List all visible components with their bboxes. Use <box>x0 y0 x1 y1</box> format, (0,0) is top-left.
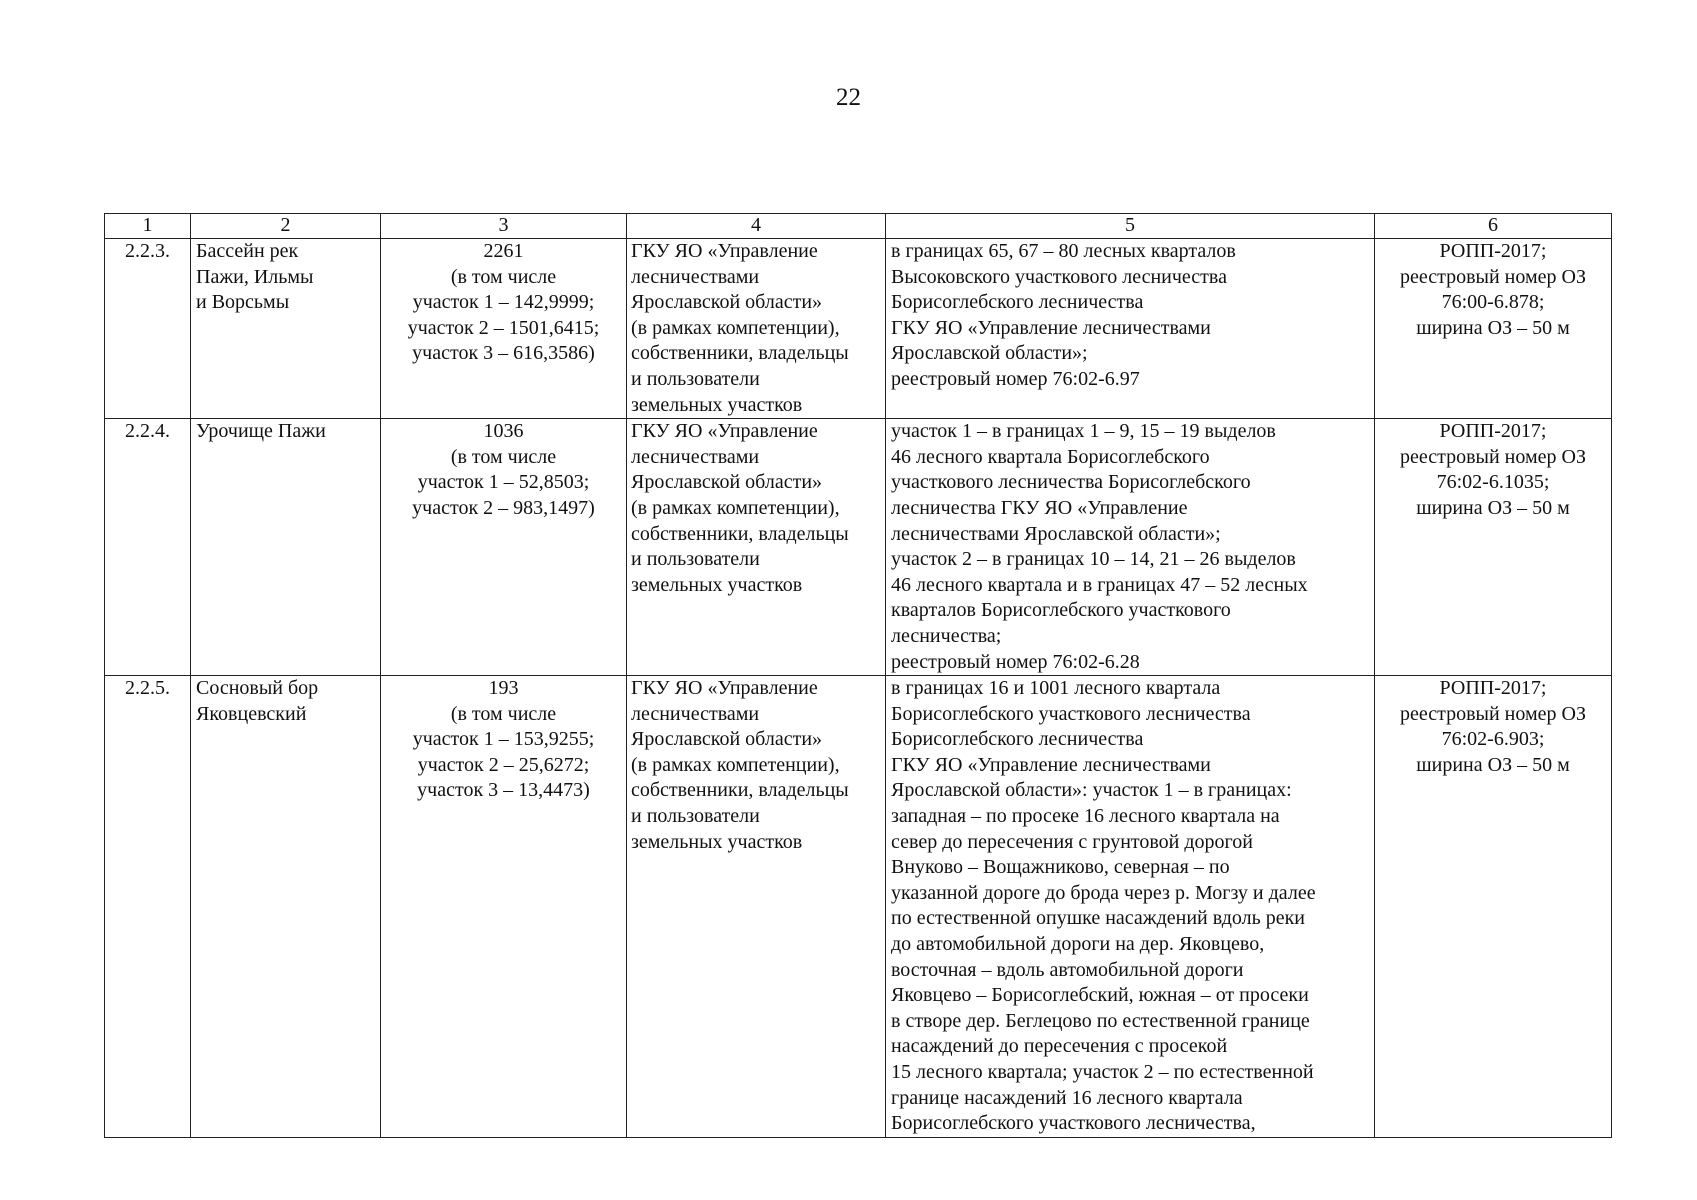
text-line: ГКУ ЯО «Управление лесничествами <box>891 753 1211 776</box>
object-name-cell <box>191 676 381 1138</box>
text-line: западная – по просеке 16 лесного квартала на <box>891 805 1280 828</box>
text-line: участок 2 – в границах 10 – 14, 21 – 26 выделов <box>891 548 1296 571</box>
text-line: ширина ОЗ – 50 м <box>1416 496 1570 519</box>
boundary-description-cell <box>886 419 1375 676</box>
text-line: РОПП-2017; <box>1439 420 1547 443</box>
text-line: собственники, владельцы <box>631 779 849 802</box>
text-line: Урочище Пажи <box>196 420 326 443</box>
text-line: РОПП-2017; <box>1439 677 1547 700</box>
text-line: Ярославской области»; <box>891 342 1088 365</box>
document-cell <box>1375 419 1612 676</box>
document-cell <box>1375 239 1612 419</box>
text-line: и пользователи <box>631 548 760 571</box>
header-cell-6: 6 <box>1375 214 1612 239</box>
text-line: реестровый номер 76:02-6.97 <box>891 367 1140 390</box>
text-line: участок 3 – 13,4473) <box>417 779 590 802</box>
header-cell-1: 1 <box>105 214 191 239</box>
text-line: 76:02-6.903; <box>1441 728 1545 751</box>
text-line: ГКУ ЯО «Управление лесничествами <box>891 316 1211 339</box>
text-line: в границах 65, 67 – 80 лесных кварталов <box>891 240 1236 262</box>
text-line: участкового лесничества Борисоглебского <box>891 471 1251 494</box>
text-line: ГКУ ЯО «Управление <box>631 420 818 443</box>
object-name-cell <box>191 419 381 676</box>
text-line: лесничествами <box>631 265 760 288</box>
text-line: (в том числе <box>450 265 557 288</box>
responsible-org-cell <box>627 419 886 676</box>
text-line: насаждений до пересечения с просекой <box>891 1035 1228 1058</box>
text-line: РОПП-2017; <box>1439 240 1547 262</box>
responsible-org-cell <box>627 239 886 419</box>
text-line: (в рамках компетенции), <box>631 753 840 776</box>
text-line: земельных участков <box>631 393 803 416</box>
text-line: 193 <box>488 677 519 700</box>
text-line: участок 1 – 153,9255; <box>412 728 595 751</box>
text-line: север до пересечения с грунтовой дорогой <box>891 830 1253 853</box>
text-line: и Ворсьмы <box>196 291 290 314</box>
text-line: 2261 <box>483 240 524 262</box>
text-line: собственники, владельцы <box>631 342 849 365</box>
text-line: ширина ОЗ – 50 м <box>1416 753 1570 776</box>
document-cell <box>1375 676 1612 1138</box>
header-row <box>105 214 1612 239</box>
text-line: Ярославской области»: участок 1 – в границах: <box>891 779 1292 802</box>
text-line: земельных участков <box>631 830 803 853</box>
text-line: лесничествами Ярославской области»; <box>891 522 1221 545</box>
text-line: реестровый номер ОЗ <box>1399 702 1586 725</box>
text-line: (в том числе <box>450 702 557 725</box>
text-line: 46 лесного квартала Борисоглебского <box>891 445 1210 468</box>
text-line: ГКУ ЯО «Управление <box>631 240 818 262</box>
header-cell-4: 4 <box>627 214 886 239</box>
table-row <box>105 419 1612 676</box>
text-line: Борисоглебского участкового лесничества, <box>891 1112 1256 1135</box>
boundary-description-cell <box>886 676 1375 1138</box>
row-number-cell: 2.2.3. <box>105 239 191 419</box>
text-line: земельных участков <box>631 573 803 596</box>
table-row <box>105 676 1612 1138</box>
boundary-description-cell <box>886 239 1375 419</box>
text-line: Ярославской области» <box>631 728 823 751</box>
text-line: Борисоглебского участкового лесничества <box>891 702 1251 725</box>
text-line: Борисоглебского лесничества <box>891 728 1144 751</box>
text-line: Яковцевский <box>196 702 307 725</box>
text-line: Ярославской области» <box>631 471 823 494</box>
text-line: участок 1 – 142,9999; <box>412 291 595 314</box>
text-line: участок 2 – 983,1497) <box>412 496 595 519</box>
protected-areas-table <box>104 213 1612 1138</box>
text-line: границе насаждений 16 лесного квартала <box>891 1086 1243 1109</box>
text-line: Ярославской области» <box>631 291 823 314</box>
header-cell-3: 3 <box>381 214 627 239</box>
text-line: реестровый номер ОЗ <box>1399 445 1586 468</box>
text-line: (в рамках компетенции), <box>631 496 840 519</box>
text-line: собственники, владельцы <box>631 522 849 545</box>
text-line: (в рамках компетенции), <box>631 316 840 339</box>
header-cell-5: 5 <box>886 214 1375 239</box>
text-line: 15 лесного квартала; участок 2 – по естественной <box>891 1061 1314 1083</box>
text-line: лесничества; <box>891 624 1002 647</box>
text-line: восточная – вдоль автомобильной дороги <box>891 958 1244 981</box>
area-cell <box>381 419 627 676</box>
text-line: 76:00-6.878; <box>1441 291 1545 314</box>
row-number-cell: 2.2.5. <box>105 676 191 1138</box>
text-line: в границах 16 и 1001 лесного квартала <box>891 677 1221 700</box>
text-line: участок 1 – в границах 1 – 9, 15 – 19 выделов <box>891 420 1276 443</box>
area-cell <box>381 239 627 419</box>
text-line: Сосновый бор <box>196 677 319 700</box>
text-line: реестровый номер ОЗ <box>1399 265 1586 288</box>
text-line: указанной дороге до брода через р. Могзу и далее <box>891 881 1316 904</box>
row-number-cell: 2.2.4. <box>105 419 191 676</box>
text-line: 76:02-6.1035; <box>1436 471 1550 494</box>
text-line: кварталов Борисоглебского участкового <box>891 599 1231 622</box>
text-line: реестровый номер 76:02-6.28 <box>891 650 1140 673</box>
text-line: 1036 <box>483 420 524 443</box>
text-line: Внуково – Вощажниково, северная – по <box>891 856 1230 879</box>
text-line: Яковцево – Борисоглебский, южная – от просеки <box>891 984 1309 1007</box>
text-line: по естественной опушке насаждений вдоль реки <box>891 907 1306 930</box>
text-line: Бассейн рек <box>196 240 299 262</box>
text-line: в створе дер. Беглецово по естественной границе <box>891 1009 1310 1032</box>
text-line: ГКУ ЯО «Управление <box>631 677 818 700</box>
text-line: до автомобильной дороги на дер. Яковцево, <box>891 933 1265 956</box>
text-line: и пользователи <box>631 805 760 828</box>
text-line: ширина ОЗ – 50 м <box>1416 316 1570 339</box>
text-line: участок 3 – 616,3586) <box>412 342 595 365</box>
table-row <box>105 239 1612 419</box>
header-cell-2: 2 <box>191 214 381 239</box>
text-line: лесничествами <box>631 702 760 725</box>
text-line: Пажи, Ильмы <box>196 265 314 288</box>
text-line: Высоковского участкового лесничества <box>891 265 1227 288</box>
text-line: лесничества ГКУ ЯО «Управление <box>891 496 1188 519</box>
text-line: участок 1 – 52,8503; <box>417 471 590 494</box>
text-line: участок 2 – 25,6272; <box>417 753 590 776</box>
text-line: 46 лесного квартала и в границах 47 – 52 лесных <box>891 573 1308 596</box>
area-cell <box>381 676 627 1138</box>
object-name-cell <box>191 239 381 419</box>
text-line: (в том числе <box>450 445 557 468</box>
page-number: 22 <box>836 84 861 111</box>
text-line: участок 2 – 1501,6415; <box>407 316 600 339</box>
text-line: лесничествами <box>631 445 760 468</box>
text-line: Борисоглебского лесничества <box>891 291 1144 314</box>
text-line: и пользователи <box>631 367 760 390</box>
responsible-org-cell <box>627 676 886 1138</box>
